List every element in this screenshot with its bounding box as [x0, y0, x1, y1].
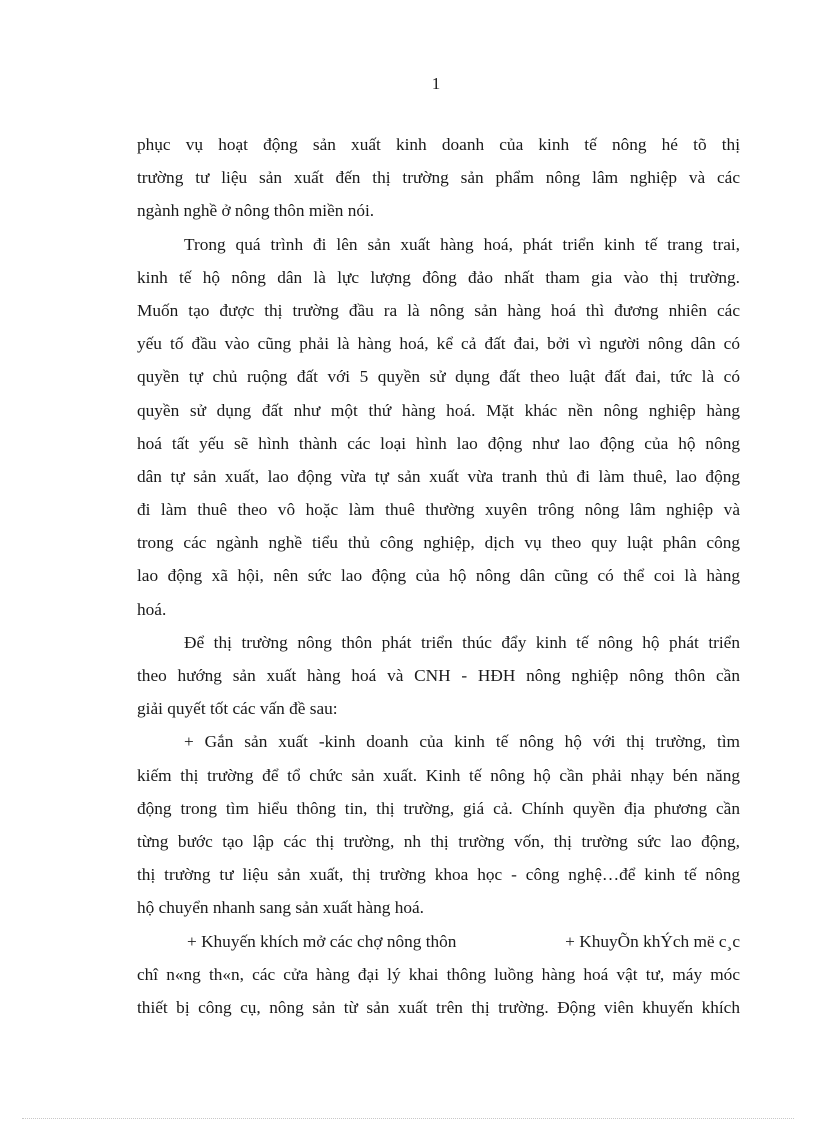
text-line: dân tự sản xuất, lao động vừa tự sản xuất vừa tranh thủ đi làm thuê, lao động — [137, 466, 740, 486]
text-line: quyền sử dụng đất như một thứ hàng hoá. Mặt khác nền nông nghiệp hàng — [137, 400, 740, 420]
text-line: lao động xã hội, nên sức lao động của hộ nông dân cũng có thể coi là hàng — [137, 566, 740, 586]
text-line: trong các ngành nghề tiểu thủ công nghiệp, dịch vụ theo quy luật phân công — [137, 533, 740, 553]
text-line: giải quyết tốt các vấn đề sau: — [137, 699, 338, 719]
text-line: thiết bị công cụ, nông sản từ sản xuất trên thị trường. Động viên khuyến khích — [137, 997, 740, 1017]
text-line: kinh tế hộ nông dân là lực lượng đông đảo nhất tham gia vào thị trường. — [137, 267, 740, 287]
text-line: yếu tố đầu vào cũng phải là hàng hoá, kể cả đất đai, bởi vì người nông dân có — [137, 334, 740, 354]
text-line: quyền tự chủ ruộng đất với 5 quyền sử dụng đất theo luật đất đai, tức là có — [137, 367, 740, 387]
text-line: theo hướng sản xuất hàng hoá và CNH - HĐH nông nghiệp nông thôn cần — [137, 666, 740, 685]
document-body — [137, 128, 740, 1024]
split-line-right: + KhuyÕn khÝch më c¸c — [565, 931, 740, 951]
text-line: trường tư liệu sản xuất đến thị trường sản phẩm nông lâm nghiệp và các — [137, 168, 740, 188]
page-number: 1 — [431, 74, 441, 93]
text-line: Muốn tạo được thị trường đầu ra là nông sản hàng hoá thì đương nhiên các — [137, 300, 740, 320]
text-line: ngành nghề ở nông thôn miền nói. — [137, 201, 375, 221]
text-line: chî n«ng th«n, các cửa hàng đại lý khai thông luồng hàng hoá vật tư, máy móc — [137, 964, 740, 984]
text-line: hộ chuyển nhanh sang sản xuất hàng hoá. — [137, 898, 424, 918]
paragraph-start-line: + Gắn sản xuất -kinh doanh của kinh tế nông hộ với thị trường, tìm — [184, 732, 740, 752]
split-line-left: + Khuyến khích mở các chợ nông thôn — [187, 931, 457, 951]
text-line: đi làm thuê theo vô hoặc làm thuê thường xuyên trông nông lâm nghiệp và — [137, 500, 740, 520]
text-line: phục vụ hoạt động sản xuất kinh doanh của kinh tế nông hé tõ thị — [137, 135, 740, 154]
page-bottom-divider — [22, 1118, 794, 1119]
text-line: hoá. — [137, 599, 167, 619]
text-line: động trong tìm hiểu thông tin, thị trường, giá cả. Chính quyền địa phương cần — [137, 798, 740, 818]
split-line — [137, 925, 740, 958]
text-line: kiếm thị trường để tổ chức sản xuất. Kinh tế nông hộ cần phải nhạy bén năng — [137, 765, 740, 785]
text-line: từng bước tạo lập các thị trường, nh thị trường vốn, thị trường sức lao động, — [137, 831, 740, 851]
text-line: thị trường tư liệu sản xuất, thị trường khoa học - công nghệ…để kinh tế nông — [137, 865, 740, 885]
paragraph-start-line: Trong quá trình đi lên sản xuất hàng hoá, phát triển kinh tế trang trai, — [184, 234, 740, 254]
text-line: hoá tất yếu sẽ hình thành các loại hình lao động như lao động của hộ nông — [137, 433, 740, 453]
paragraph-start-line: Để thị trường nông thôn phát triển thúc đẩy kinh tế nông hộ phát triển — [184, 632, 740, 652]
